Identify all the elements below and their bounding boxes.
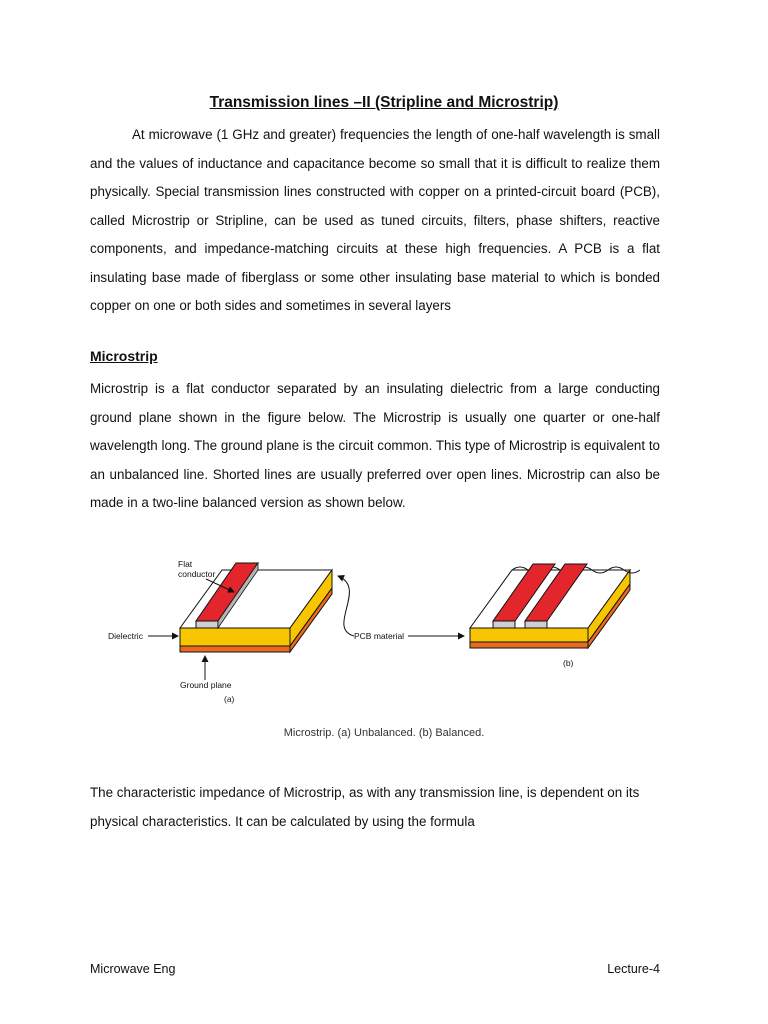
footer-lecture: Lecture-4 bbox=[607, 962, 660, 976]
label-flat: Flat bbox=[178, 559, 193, 569]
label-pcb-material: PCB material bbox=[354, 631, 405, 641]
label-dielectric: Dielectric bbox=[108, 631, 143, 641]
microstrip-paragraph: Microstrip is a flat conductor separated by an insulating dielectric from a large conducting ground plane shown in the figure below. The Microstrip is usually one quarter or one-half wavelength long. The ground plane is the circuit common. This type of Microstrip is equivalent to an unbalanced line. Shorted lines are usually preferred over open lines. Microstrip can also be made in a two-line balanced version as shown below. bbox=[90, 381, 660, 510]
figure-caption: Microstrip. (a) Unbalanced. (b) Balanced. bbox=[283, 727, 485, 739]
label-ground-plane: Ground plane bbox=[180, 680, 232, 690]
label-panel-a: (a) bbox=[224, 694, 235, 704]
footer-course: Microwave Eng bbox=[90, 962, 176, 976]
intro-paragraph: At microwave (1 GHz and greater) frequencies the length of one-half wavelength is small and the values of inductance and capacitance become so small that it is difficult to realize them physically. Special transmission lines constructed with copper on a printed-circuit board (PCB), called Microstrip or Stripline, can be used as tuned circuits, filters, phase shifters, reactive components, and impedance-matching circuits at these high frequencies. A PCB is a flat insulating base made of fiberglass or some other insulating base material to which is bonded copper on one or both sides and sometimes in several layers bbox=[90, 127, 660, 313]
section-heading-microstrip: Microstrip bbox=[90, 348, 158, 364]
page-title: Transmission lines –II (Stripline and Microstrip) bbox=[209, 94, 559, 111]
label-panel-b: (b) bbox=[563, 658, 574, 668]
impedance-paragraph: The characteristic impedance of Microstrip, as with any transmission line, is dependent on its physical characteristics. It can be calculated by using the formula bbox=[90, 785, 640, 829]
label-conductor: conductor bbox=[178, 569, 216, 579]
microstrip-diagram bbox=[100, 548, 670, 708]
microstrip-figure bbox=[100, 548, 670, 708]
